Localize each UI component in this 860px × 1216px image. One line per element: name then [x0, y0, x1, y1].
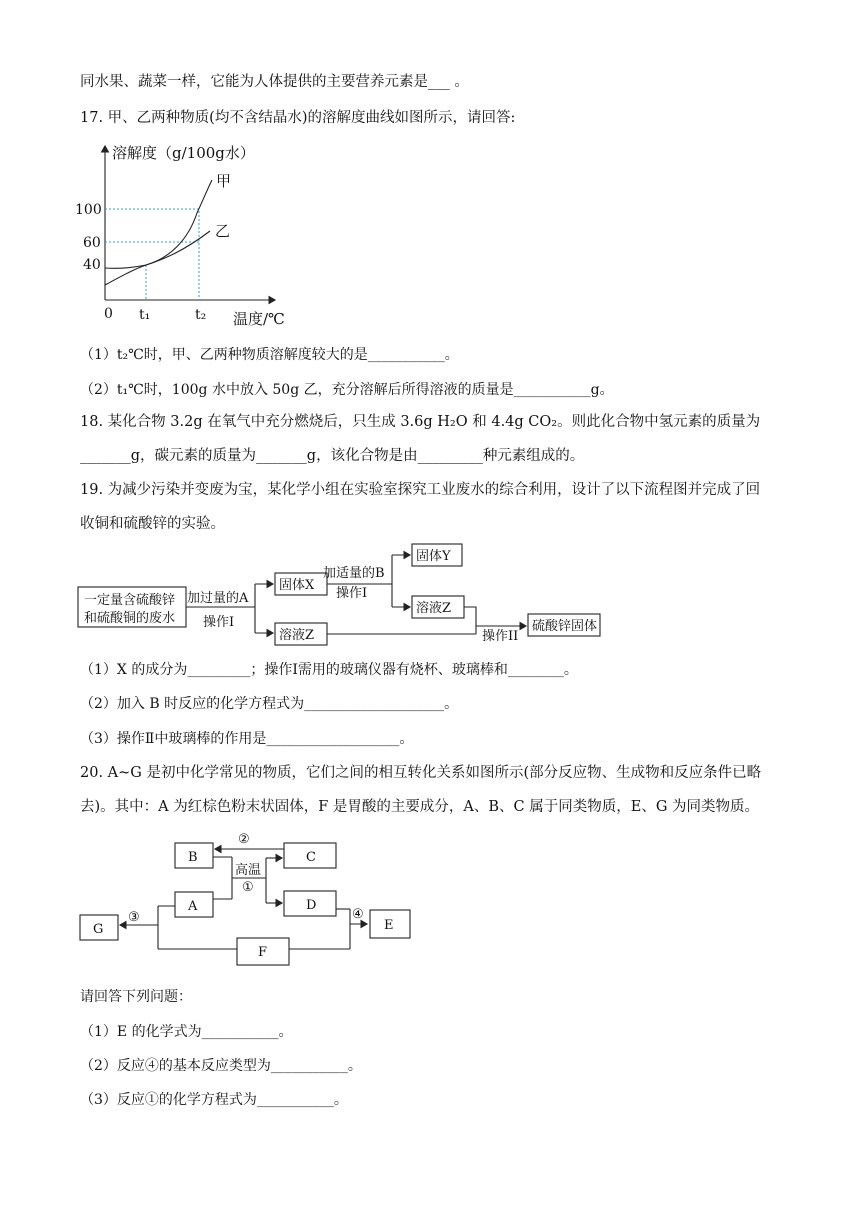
question-18-line2: _______g，碳元素的质量为_______g，该化合物是由_________种元素组成的。	[80, 448, 585, 464]
question-20-3: （3）反应①的化学方程式为___________。	[80, 1092, 348, 1108]
box-solid-x-label: 固体X	[279, 578, 315, 593]
text-line-intro: 同水果、蔬菜一样，它能为人体提供的主要营养元素是___ 。	[80, 74, 469, 90]
box-solution-z-lower-label: 溶液Z	[279, 628, 315, 643]
x-tick-t1: t₁	[139, 307, 151, 323]
label-add-a: 加过量的A	[187, 591, 249, 606]
box-start-line2: 和硫酸铜的废水	[84, 611, 176, 626]
y-axis-label: 溶解度（g/100g水）	[112, 144, 255, 162]
guide-100	[105, 209, 199, 300]
reaction-3-label: ③	[128, 910, 140, 925]
box-c-label: C	[306, 850, 316, 865]
question-20-line2: 去)。其中：A 为红棕色粉末状固体，F 是胃酸的主要成分，A、B、C 属于同类物质，E、G 为同类物质。	[80, 799, 760, 815]
y-tick-60: 60	[83, 235, 101, 251]
solubility-chart	[70, 138, 330, 333]
question-19-2: （2）加入 B 时反应的化学方程式为____________________。	[80, 696, 459, 712]
question-18-line1: 18. 某化合物 3.2g 在氧气中充分燃烧后，只生成 3.6g H₂O 和 4.4g CO₂。则此化合物中氢元素的质量为	[80, 414, 761, 430]
x-axis-label: 温度/℃	[233, 310, 285, 328]
question-19-line2: 收铜和硫酸锌的实验。	[80, 516, 225, 532]
y-tick-40: 40	[83, 257, 101, 273]
question-19-1: （1）X 的成分为_________；操作Ⅰ需用的玻璃仪器有烧杯、玻璃棒和________。	[80, 662, 578, 678]
y-tick-100: 100	[75, 202, 102, 218]
box-b-label: B	[188, 850, 198, 865]
question-20-ask: 请回答下列问题：	[80, 989, 192, 1005]
question-19-line1: 19. 为减少污染并变废为宝，某化学小组在实验室探究工业废水的综合利用，设计了以下流程图并完成了回	[80, 482, 761, 498]
question-20-1: （1）E 的化学式为___________。	[80, 1024, 293, 1040]
reaction-1-label: ①	[242, 880, 254, 895]
label-add-b: 加适量的B	[323, 566, 385, 581]
question-19-3: （3）操作Ⅱ中玻璃棒的作用是___________________。	[80, 731, 414, 747]
series-label-jia: 甲	[216, 172, 232, 190]
flowchart-20	[70, 825, 430, 970]
box-a-label: A	[188, 899, 198, 914]
box-g-label: G	[93, 922, 104, 937]
x-tick-t2: t₂	[195, 307, 207, 323]
box-product-label: 硫酸锌固体	[532, 619, 598, 634]
question-17: 17. 甲、乙两种物质(均不含结晶水)的溶解度曲线如图所示，请回答:	[80, 110, 516, 126]
reaction-4-label: ④	[352, 907, 364, 922]
question-17-1: （1）t₂℃时，甲、乙两种物质溶解度较大的是___________。	[80, 347, 459, 363]
box-e-label: E	[384, 918, 394, 933]
box-solution-z-upper-label: 溶液Z	[416, 601, 452, 616]
curve-jia	[105, 180, 212, 268]
box-f-label: F	[258, 945, 268, 960]
question-17-2: （2）t₁℃时，100g 水中放入 50g 乙，充分溶解后所得溶液的质量是___________g。	[80, 382, 614, 398]
question-20-line1: 20. A~G 是初中化学常见的物质，它们之间的相互转化关系如图所示(部分反应物、生成物和反应条件已略	[80, 765, 762, 781]
question-20-2: （2）反应④的基本反应类型为___________。	[80, 1058, 362, 1074]
box-solid-y-label: 固体Y	[416, 549, 451, 564]
label-op1: 操作I	[203, 615, 235, 630]
curve-yi	[105, 231, 210, 285]
label-op1b: 操作I	[336, 586, 368, 601]
origin-label: 0	[104, 306, 113, 322]
reaction-2-label: ②	[238, 832, 250, 847]
box-start-line1: 一定量含硫酸锌	[84, 593, 176, 608]
label-op2: 操作II	[482, 629, 519, 644]
series-label-yi: 乙	[215, 222, 231, 240]
box-d-label: D	[306, 898, 317, 913]
flowchart-19	[70, 540, 620, 650]
condition-gaowen: 高温	[235, 863, 262, 878]
